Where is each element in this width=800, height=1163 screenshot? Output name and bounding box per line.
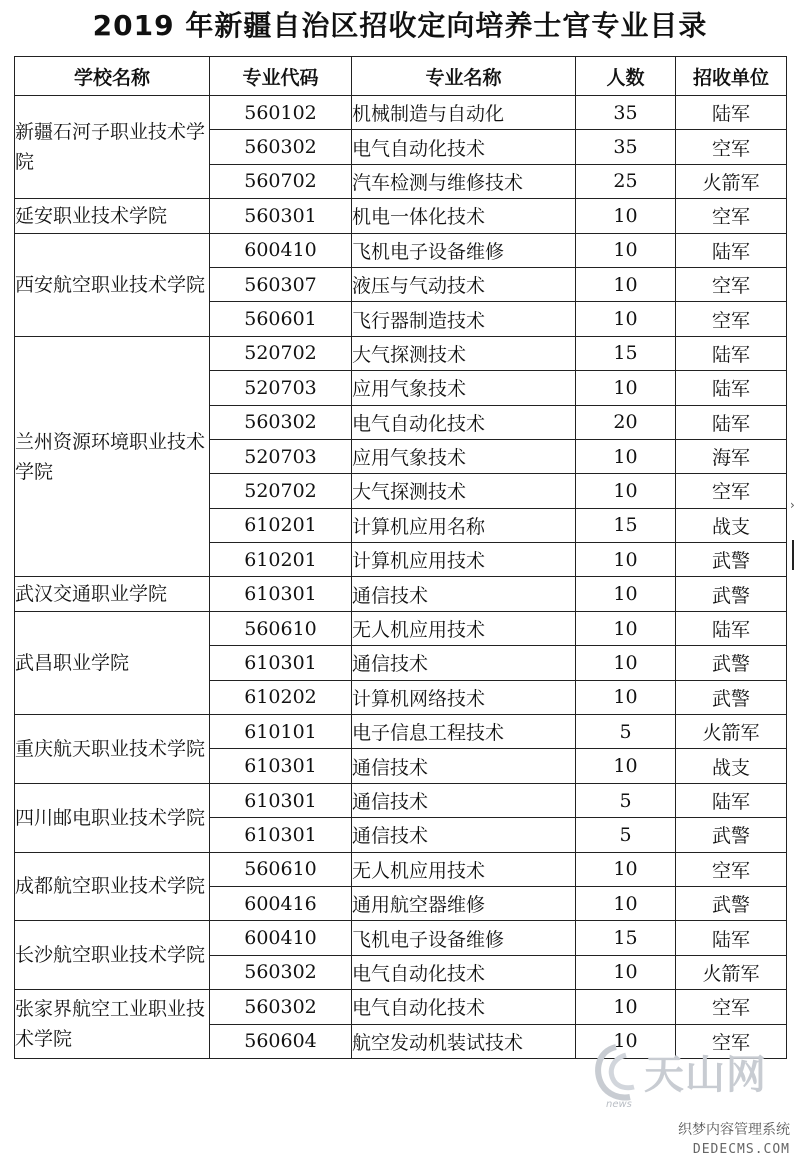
code-cell: 610201 [210,508,352,542]
code-cell: 600410 [210,921,352,955]
unit-cell: 武警 [676,543,787,577]
unit-cell: 火箭军 [676,715,787,749]
count-cell: 10 [576,543,676,577]
code-cell: 520703 [210,371,352,405]
edge-divider [792,540,794,570]
table-body [15,96,787,1059]
code-cell: 560604 [210,1024,352,1058]
header-school: 学校名称 [15,57,210,96]
count-cell: 5 [576,818,676,852]
code-cell: 610301 [210,577,352,611]
code-cell: 560610 [210,852,352,886]
school-name-cell: 重庆航天职业技术学院 [15,715,210,784]
watermark [586,1041,786,1111]
count-cell: 10 [576,646,676,680]
code-cell: 520703 [210,439,352,473]
unit-cell: 空军 [676,852,787,886]
page-title: 2019 年新疆自治区招收定向培养士官专业目录 [92,9,708,42]
unit-cell: 空军 [676,302,787,336]
count-cell: 10 [576,233,676,267]
code-cell: 610301 [210,646,352,680]
table-row [15,852,787,886]
logo-small-text: news [606,1099,632,1110]
count-cell: 10 [576,886,676,920]
code-cell: 520702 [210,336,352,370]
unit-cell: 武警 [676,680,787,714]
table-row [15,921,787,955]
table-row [15,783,787,817]
code-cell: 560610 [210,611,352,645]
count-cell: 35 [576,130,676,164]
school-name-cell: 张家界航空工业职业技术学院 [15,990,210,1059]
count-cell: 25 [576,164,676,198]
major-cell: 电气自动化技术 [352,990,576,1024]
major-cell: 电气自动化技术 [352,130,576,164]
major-cell: 电气自动化技术 [352,955,576,989]
count-cell: 10 [576,852,676,886]
major-cell: 大气探测技术 [352,336,576,370]
unit-cell: 陆军 [676,921,787,955]
major-cell: 计算机应用名称 [352,508,576,542]
count-cell: 5 [576,715,676,749]
count-cell: 10 [576,680,676,714]
major-cell: 飞机电子设备维修 [352,921,576,955]
major-cell: 应用气象技术 [352,439,576,473]
count-cell: 10 [576,990,676,1024]
major-cell: 汽车检测与维修技术 [352,164,576,198]
count-cell: 10 [576,1024,676,1058]
watermark-url-text: DEDECMS.COM [692,1142,790,1157]
code-cell: 560702 [210,164,352,198]
count-cell: 10 [576,577,676,611]
major-cell: 通信技术 [352,646,576,680]
code-cell: 600416 [210,886,352,920]
count-cell: 15 [576,921,676,955]
major-cell: 通信技术 [352,818,576,852]
unit-cell: 空军 [676,199,787,233]
header-count: 人数 [576,57,676,96]
count-cell: 35 [576,96,676,130]
unit-cell: 空军 [676,474,787,508]
major-cell: 机电一体化技术 [352,199,576,233]
school-name-cell: 武昌职业学院 [15,611,210,714]
count-cell: 10 [576,371,676,405]
major-cell: 计算机应用技术 [352,543,576,577]
code-cell: 610202 [210,680,352,714]
watermark-logo-text: 天山网 [644,1051,767,1098]
unit-cell: 陆军 [676,783,787,817]
count-cell: 5 [576,783,676,817]
school-name-cell: 西安航空职业技术学院 [15,233,210,336]
unit-cell: 陆军 [676,233,787,267]
school-name-cell: 武汉交通职业学院 [15,577,210,611]
major-cell: 通信技术 [352,749,576,783]
table-row [15,715,787,749]
header-code: 专业代码 [210,57,352,96]
school-name-cell: 新疆石河子职业技术学院 [15,96,210,199]
edge-chevron-icon: › [790,498,795,512]
header-unit: 招收单位 [676,57,787,96]
code-cell: 600410 [210,233,352,267]
major-cell: 航空发动机装试技术 [352,1024,576,1058]
code-cell: 560307 [210,267,352,301]
unit-cell: 空军 [676,990,787,1024]
count-cell: 10 [576,199,676,233]
unit-cell: 武警 [676,818,787,852]
unit-cell: 陆军 [676,336,787,370]
code-cell: 560601 [210,302,352,336]
table-row [15,233,787,267]
major-cell: 通信技术 [352,577,576,611]
table-row [15,336,787,370]
count-cell: 20 [576,405,676,439]
major-cell: 无人机应用技术 [352,611,576,645]
major-cell: 无人机应用技术 [352,852,576,886]
major-cell: 计算机网络技术 [352,680,576,714]
count-cell: 15 [576,508,676,542]
count-cell: 10 [576,302,676,336]
count-cell: 10 [576,955,676,989]
unit-cell: 火箭军 [676,164,787,198]
header-major: 专业名称 [352,57,576,96]
table-row [15,611,787,645]
major-cell: 通用航空器维修 [352,886,576,920]
school-name-cell: 成都航空职业技术学院 [15,852,210,921]
tianshan-logo-icon [586,1041,650,1111]
unit-cell: 空军 [676,267,787,301]
school-name-cell: 兰州资源环境职业技术学院 [15,336,210,577]
code-cell: 560302 [210,405,352,439]
school-name-cell: 长沙航空职业技术学院 [15,921,210,990]
major-catalog-table [14,56,787,1059]
table-row [15,990,787,1024]
code-cell: 610301 [210,818,352,852]
table-row [15,199,787,233]
count-cell: 10 [576,439,676,473]
code-cell: 560301 [210,199,352,233]
unit-cell: 武警 [676,646,787,680]
unit-cell: 陆军 [676,611,787,645]
code-cell: 560302 [210,955,352,989]
watermark-cms-text: 织梦内容管理系统 [678,1122,790,1138]
unit-cell: 陆军 [676,371,787,405]
major-cell: 电气自动化技术 [352,405,576,439]
code-cell: 560302 [210,130,352,164]
unit-cell: 空军 [676,1024,787,1058]
count-cell: 10 [576,474,676,508]
unit-cell: 武警 [676,886,787,920]
unit-cell: 火箭军 [676,955,787,989]
unit-cell: 空军 [676,130,787,164]
unit-cell: 战支 [676,508,787,542]
major-cell: 通信技术 [352,783,576,817]
major-cell: 飞机电子设备维修 [352,233,576,267]
major-cell: 大气探测技术 [352,474,576,508]
school-name-cell: 四川邮电职业技术学院 [15,783,210,852]
count-cell: 10 [576,267,676,301]
count-cell: 15 [576,336,676,370]
unit-cell: 陆军 [676,96,787,130]
table-header-row [15,57,787,96]
code-cell: 560102 [210,96,352,130]
unit-cell: 海军 [676,439,787,473]
major-cell: 机械制造与自动化 [352,96,576,130]
code-cell: 610101 [210,715,352,749]
major-cell: 电子信息工程技术 [352,715,576,749]
unit-cell: 战支 [676,749,787,783]
code-cell: 520702 [210,474,352,508]
code-cell: 560302 [210,990,352,1024]
count-cell: 10 [576,611,676,645]
code-cell: 610301 [210,783,352,817]
major-cell: 飞行器制造技术 [352,302,576,336]
table-row [15,96,787,130]
code-cell: 610301 [210,749,352,783]
unit-cell: 武警 [676,577,787,611]
unit-cell: 陆军 [676,405,787,439]
code-cell: 610201 [210,543,352,577]
school-name-cell: 延安职业技术学院 [15,199,210,233]
table-row [15,577,787,611]
major-cell: 液压与气动技术 [352,267,576,301]
major-cell: 应用气象技术 [352,371,576,405]
count-cell: 10 [576,749,676,783]
